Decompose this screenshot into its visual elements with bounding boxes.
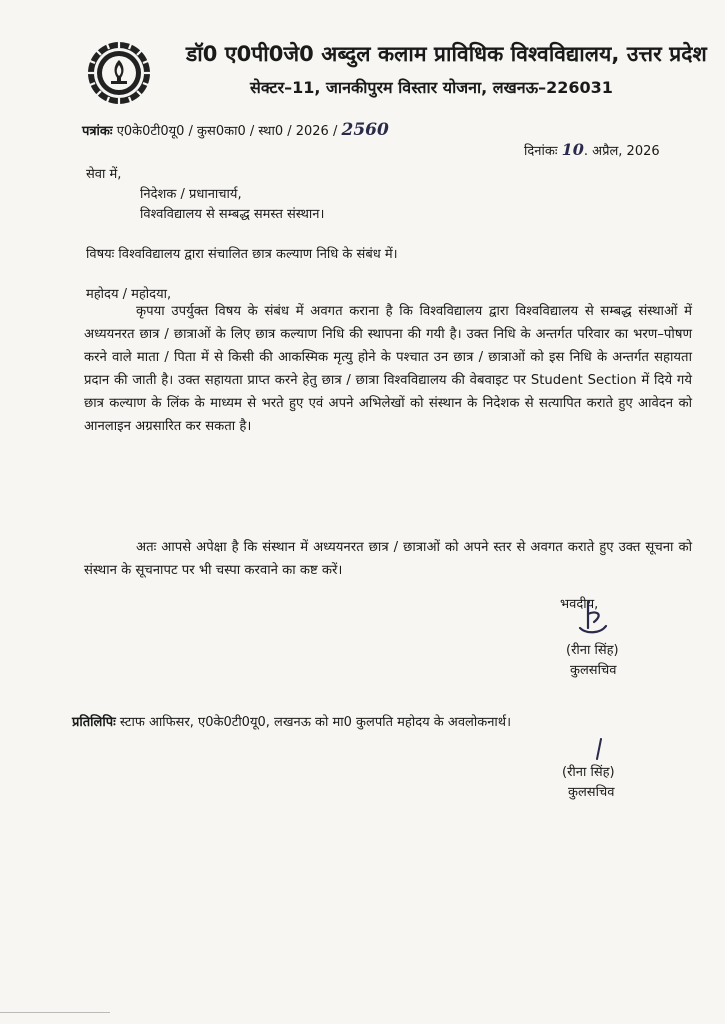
reference-number (82, 120, 389, 140)
copy-label: प्रतिलिपिः (72, 715, 116, 730)
signatory-name-2: (रीना सिंह) (562, 765, 615, 780)
greeting: महोदय / महोदया, (86, 287, 172, 302)
signatory-name-1: (रीना सिंह) (566, 643, 619, 658)
date-month-year: . अप्रैल, 2026 (583, 144, 660, 159)
copy-text: स्टाफ आफिसर, ए0के0टी0यू0, लखनऊ को मा0 कुलपति महोदय के अवलोकनार्थ। (119, 715, 512, 730)
body-paragraph-2: अतः आपसे अपेक्षा है कि संस्थान में अध्ययनरत छात्र / छात्राओं को अपने स्तर से अवगत कराते हुए उक्त सूचना को संस्थान के सूचनापट पर भी चस्पा करवाने का कष्ट करें। (84, 540, 692, 578)
handwritten-reference-number: 2560 (341, 120, 389, 140)
reference-label: पत्रांकः (82, 124, 113, 139)
closing-bhavadiya: भवदीय, (560, 597, 599, 612)
recipient-line-1: निदेशक / प्रधानाचार्य, (140, 187, 242, 202)
university-seal-logo (86, 40, 152, 106)
letter-subject: विषयः विश्वविद्यालय द्वारा संचालित छात्र कल्याण निधि के संबंध में। (86, 247, 398, 262)
signatory-designation-1: कुलसचिव (570, 663, 617, 678)
recipient-line-2: विश्वविद्यालय से सम्बद्ध समस्त संस्थान। (140, 207, 325, 222)
date-label: दिनांकः (524, 144, 558, 159)
handwritten-signature (574, 598, 614, 638)
footer-rule (0, 1012, 110, 1013)
handwritten-initial-mark (594, 738, 604, 760)
handwritten-date-day: 10 (561, 140, 584, 159)
university-address: सेक्टर–11, जानकीपुरम विस्तार योजना, लखनऊ–226031 (250, 78, 613, 97)
university-name: डॉ0 ए0पी0जे0 अब्दुल कलाम प्राविधिक विश्वविद्यालय, उत्तर प्रदेश (186, 42, 707, 66)
body-paragraph-1: कृपया उपर्युक्त विषय के संबंध में अवगत कराना है कि विश्वविद्यालय द्वारा विश्वविद्यालय से सम्बद्ध संस्थाओं में अध्ययनरत छात्र / छात्राओं के लिए छात्र कल्याण निधि की स्थापना की गयी है। उक्त निधि के अन्तर्गत परिवार का भरण–पोषण करने वाले माता / पिता में से किसी की आकस्मिक मृत्यु होने के पश्चात उन छात्र / छात्राओं को इस निधि के अन्तर्गत सहायता प्रदान की जाती है। उक्त सहायता प्राप्त करने हेतु छात्र / छात्रा विश्वविद्यालय की वेबवाइट पर Student Section में दिये गये छात्र कल्याण के लिंक के माध्यम से भरते हुए एवं अपने अभिलेखों को संस्थान के निदेशक से सत्यापित कराते हुए आवेदन को आनलाइन अग्रसारित कर सकता है। (84, 304, 692, 434)
salutation-to: सेवा में, (86, 167, 122, 182)
copy-to-line (72, 712, 511, 730)
reference-code: ए0के0टी0यू0 / कुस0का0 / स्था0 / 2026 / (116, 124, 338, 139)
letter-date (524, 140, 660, 159)
signatory-designation-2: कुलसचिव (568, 785, 615, 800)
